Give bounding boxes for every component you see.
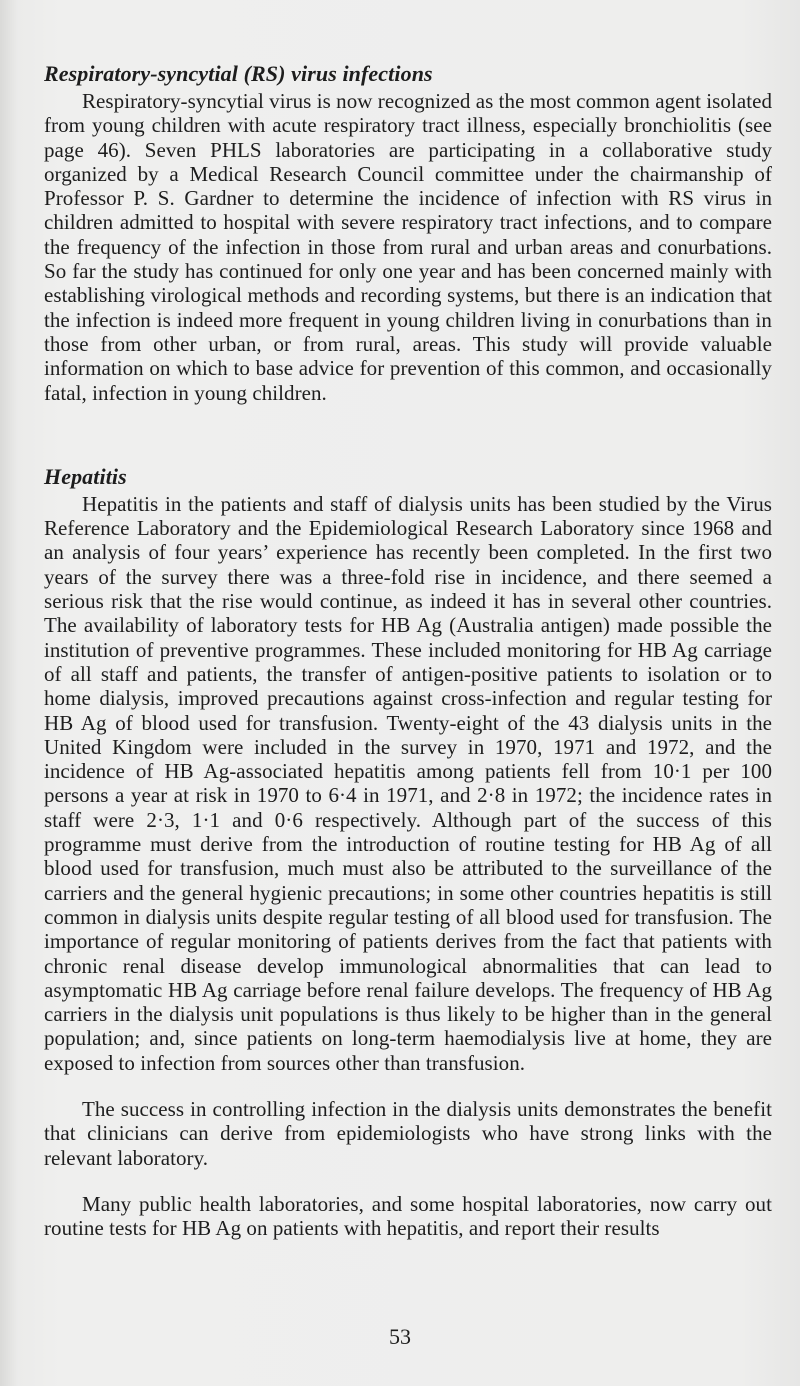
section-spacer bbox=[44, 405, 772, 463]
section-rs-virus bbox=[44, 60, 772, 405]
section-hepatitis bbox=[44, 463, 772, 1241]
paragraph-rs-virus: Respiratory-syncytial virus is now recognized as the most common agent isolated from young children with acute respiratory tract illness, especially bronchiolitis (see page 46). Seven PHLS laboratories are participating in a collaborative study organized by a Medical Research Council committee under the chairmanship of Professor P. S. Gardner to determine the incidence of infection with RS virus in children admitted to hospital with severe respiratory tract infections, and to compare the frequency of the infection in those from rural and urban areas and conurbations. So far the study has continued for only one year and has been concerned mainly with establishing virological methods and recording systems, but there is an indication that the infection is indeed more frequent in young children living in conurbations than in those from other urban, or from rural, areas. This study will provide valuable information on which to base advice for prevention of this common, and occasionally fatal, infection in young children. bbox=[44, 89, 772, 405]
page-content bbox=[44, 60, 772, 1240]
page-number: 53 bbox=[389, 1324, 411, 1349]
paragraph-hepatitis-3: Many public health laboratories, and some hospital laboratories, now carry out routine tests for HB Ag on patients with hepatitis, and report their results bbox=[44, 1191, 772, 1241]
paragraph-hepatitis-1: Hepatitis in the patients and staff of dialysis units has been studied by the Virus Reference Laboratory and the Epidemiological Research Laboratory since 1968 and an analysis of four years’ experience has recently been completed. In the first two years of the survey there was a three-fold rise in incidence, and there seemed a serious risk that the rise would continue, as indeed it has in several other countries. The availability of laboratory tests for HB Ag (Australia antigen) made possible the institution of preventive programmes. These included monitoring for HB Ag carriage of all staff and patients, the transfer of antigen-positive patients to isolation or to home dialysis, improved precautions against cross-infection and regular testing for HB Ag of blood used for transfusion. Twenty-eight of the 43 dialysis units in the United Kingdom were included in the survey in 1970, 1971 and 1972, and the incidence of HB Ag-associated hepatitis among patients fell from 10·1 per 100 persons a year at risk in 1970 to 6·4 in 1971, and 2·8 in 1972; the incidence rates in staff were 2·3, 1·1 and 0·6 respectively. Although part of the success of this programme must derive from the introduction of routine testing for HB Ag of all blood used for transfusion, much must also be attributed to the surveillance of the carriers and the general hygienic precautions; in some other countries hepatitis is still common in dialysis units despite regular testing of all blood used for transfusion. The importance of regular monitoring of patients derives from the fact that patients with chronic renal disease develop immunological abnormalities that can lead to asymptomatic HB Ag carriage before renal failure develops. The frequency of HB Ag carriers in the dialysis unit populations is thus likely to be higher than in the general population; and, since patients on long-term haemodialysis live at home, they are exposed to infection from sources other than transfusion. bbox=[44, 491, 772, 1075]
section-heading-hepatitis: Hepatitis bbox=[44, 463, 127, 489]
section-heading-rs-virus: Respiratory-syncytial (RS) virus infections bbox=[44, 61, 433, 86]
paragraph-spacer bbox=[44, 1075, 772, 1097]
paragraph-spacer bbox=[44, 1170, 772, 1192]
paragraph-hepatitis-2: The success in controlling infection in the dialysis units demonstrates the benefit that clinicians can derive from epidemiologists who have strong links with the relevant laboratory. bbox=[44, 1096, 772, 1170]
